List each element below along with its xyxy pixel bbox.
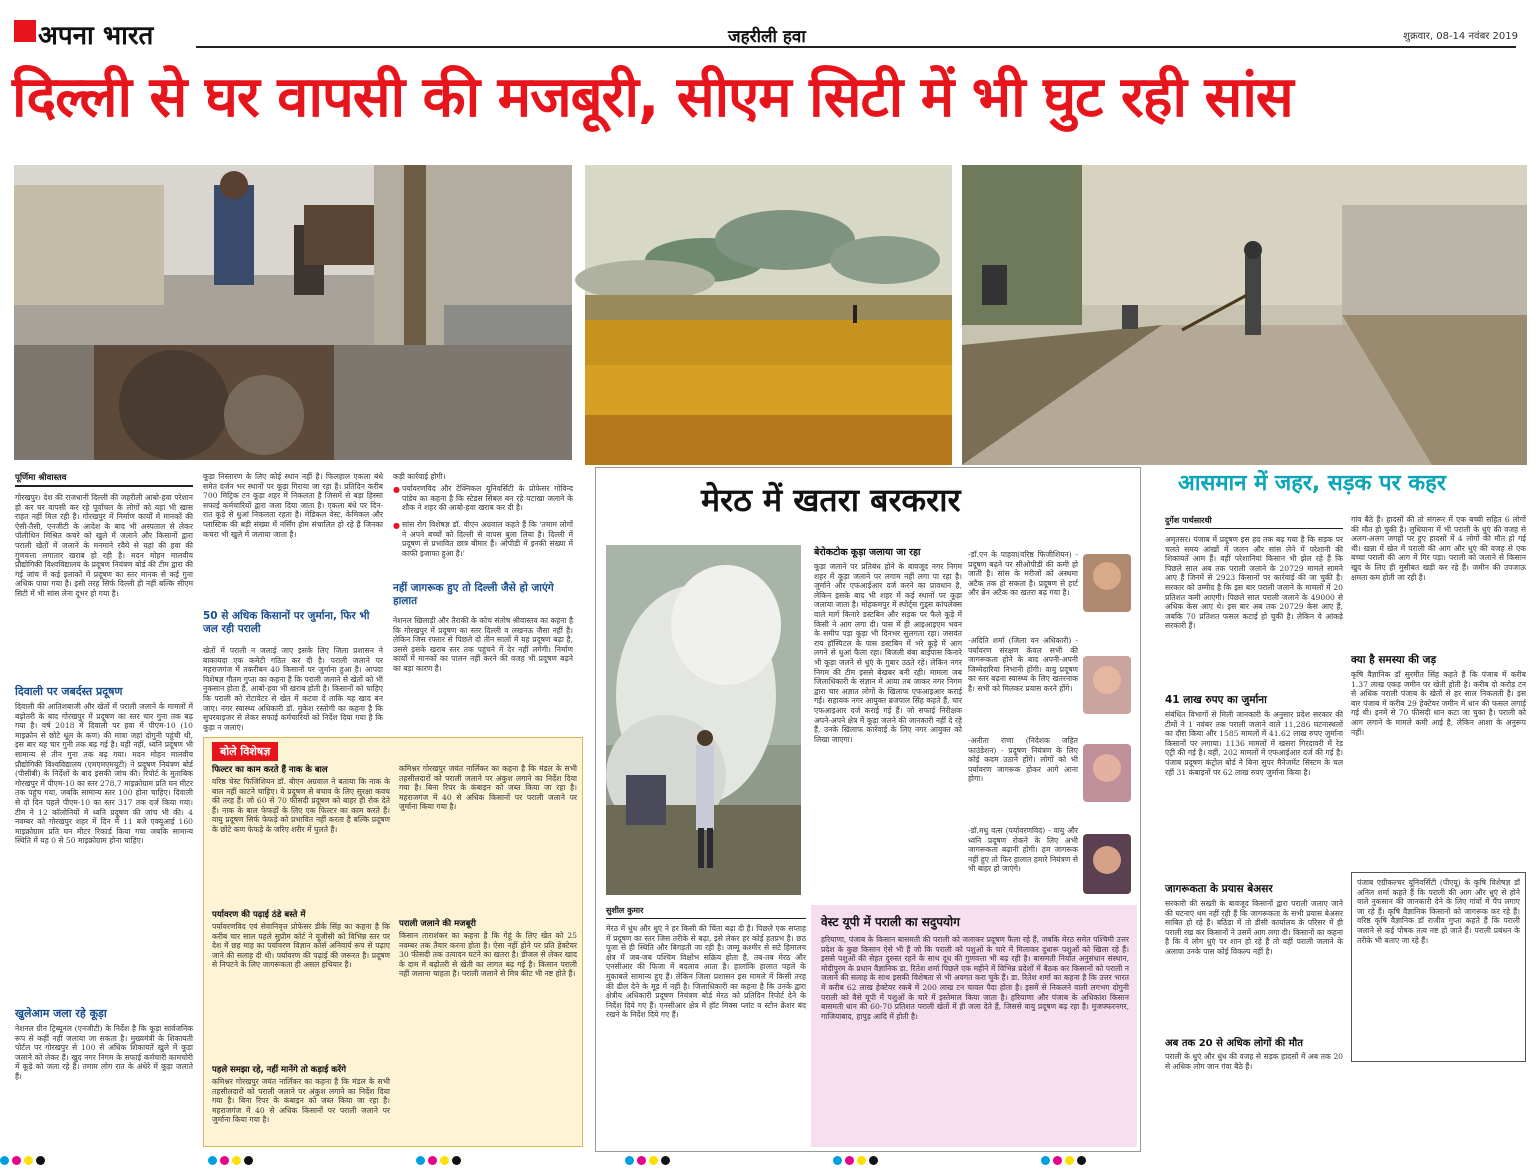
masthead-rule (196, 46, 1516, 48)
expert-quote: -अदिति शर्मा (जिला वन अधिकारी) - पर्यावरण संरक्षण केवल सभी की जागरूकता होने के बाद अपनी-अपनी जिम्मेदारियां निभानी होंगी। वायु प्रदूषण का स्तर बढ़ना स्वास्थ्य के लिए खतरनाक है। सभी को मिलकर प्रयास करने होंगे। (968, 636, 1078, 693)
expert-paragraph: कमिश्नर गोरखपुर जयंत नार्लिकर का कहना है कि मंडल के सभी तहसीलदारों को पराली जलाने पर अंकुश लगाने का निर्देश दिया गया है। बिना रिपर के कंबाइन को जब्त किया जा रहा है। महराजगंज में 40 से अधिक किसानों पर पराली जलाने पर जुर्माना किया गया है। (399, 764, 577, 812)
expert-entry (968, 826, 1133, 910)
expert-paragraph: कमिश्नर गोरखपुर जयंत नार्लिकर का कहना है कि मंडल के सभी तहसीलदारों को पराली जलाने पर अंकुश लगाने का निर्देश दिया गया है। बिना रिपर के कंबाइन को जब्त किया जा रहा है। महराजगंज में 40 से अधिक किसानों पर पराली जलाने पर जुर्माना किया गया है। (212, 1077, 390, 1125)
subheading: अब तक 20 से अधिक लोगों की मौत (1165, 1038, 1303, 1049)
story-paragraph: कड़ी कार्रवाई होगी। (393, 472, 446, 481)
story-paragraph: पराली के धुएं और धुंध की वजह से सड़क हादसों में अब तक 20 से अधिक लोग जान गंवा बैठे हैं। (1165, 1052, 1343, 1071)
expert-quote: -अनीता राणा (निदेशक जहित फाउंडेशन) - प्रदूषण नियंत्रण के लिए कोई कदम उठाने होंगे। लोगों को भी पर्यावरण जागरूक होकर आगे आना होगा। (968, 736, 1078, 784)
story-paragraph: नेशनल ग्रीन ट्रिब्यूनल (एनजीटी) के निर्देश है कि कूड़ा सार्वजनिक रूप से कहीं नहीं जलाया जा सकता है। मुख्यमंत्री के शिकायती पोर्टल पर गोरखपुर से 100 से अधिक शिकायतें खुले में कूड़ा जलाने को लेकर हैं। खुद नगर निगम के सफाई कर्मचारी कामचोरी में कूड़े को जला रहे हैं। तमाम लोग रात के अंधेरे में कूड़ा जलाते हैं। (15, 1024, 193, 1081)
subheading: नहीं जागरूक हुए तो दिल्ली जैसे हो जाएंगे हालात (393, 582, 554, 607)
expert-entry (968, 636, 1133, 728)
expert-quote: -डॉ.एन के पाहवा(वरिष्ठ फिजीशियन) - प्रदूषण बढ़ने पर सीओपीडी की कमी हो जाती है। सांस के मरीजों को अस्थमा अटैक तक हो सकता है। प्रदूषण से हार्ट और ब्रेन अटैक का खतरा बढ़ गया है। (968, 550, 1078, 598)
story-paragraph: संबंधित विभागों से मिली जानकारी के अनुसार प्रदेश सरकार की टीमों ने 1 नवंबर तक पराली जलाने वाले 11,286 घटनास्थलों का दौरा किया और 1585 मामलों में 41.62 लाख रुपए जुर्माना किसानों पर लगाया। 1136 मामलों में खसरा गिरदावरी में रेड एंट्री की गई है। वहीं, 202 मामलों में एफआईआर दर्ज की गई है। पंजाब प्रदूषण कंट्रोल बोर्ड ने बिना सुपर मैनेजमेंट सिस्टम के चल रहीं 31 कंबाइनों पर 62 लाख रुपए जुर्माना किया है। (1165, 710, 1343, 777)
westup-box (811, 905, 1137, 1147)
story-paragraph: कूड़ा जलाने पर प्रतिबंध होने के बावजूद नगर निगम शहर में कूड़ा जलाने पर लगाम नहीं लगा पा रहा है। जुर्माने और एफआईआर दर्ज करने का प्रावधान है, लेकिन इसके बाद भी शहर में कई स्थानों पर कूड़ा जलाया जाता है। मोहकमपुर में स्पोर्ट्स गुड्स कांपलेक्स वाले मार्ग किनारे डस्टबिन और सड़क पर फैले कूड़े में किसी ने आग लगा दी। पास में ही आइआइएम भवन के समीप पड़ा कूड़ा भी दिनभर सुलगता रहा। जसवंत राय हॉस्पिटल के पास डस्टबिन में भरे कूड़े में आग लगने से धुआं फैला रहा। बिजली बंबा बाईपास किनारे भी कूड़ा जलने से धुएं के गुबार उठते रहे। लेकिन नगर निगम की टीम इससे बेखबर बनी रही। मामला जब जिलाधिकारी के संज्ञान में आया तब जाकर नगर निगम द्वारा चार अज्ञात लोगों के खिलाफ एफआइआर कराई गई। सहायक नगर आयुक्त ब्रजपाल सिंह कहते हैं, चार एफआइआर दर्ज कराई गई हैं। जो सफाई निरीक्षक अपने-अपने क्षेत्र में कूड़ा जलने की जानकारी नहीं दे रहे हैं, उनके खिलाफ कार्रवाई के लिए नगर आयुक्त को लिखा जाएगा। (814, 562, 962, 744)
subheading: क्या है समस्या की जड़ (1351, 654, 1437, 666)
photo-smoke-burning (606, 545, 801, 895)
expert-paragraph: पर्यावरणविद एवं सेवानिवृत्त प्रोफेसर डीके सिंह का कहना है कि करीब चार साल पहले सुप्रीम कोर्ट ने यूजीसी को विभिन्न स्तर पर देश में छह माह का पर्यावरण विज्ञान कोर्स अनिवार्य रूप से पढ़ाए जाने की सलाह दी थी। पर्यावरण की पढ़ाई की जरूरत है। प्रदूषण से निपटने के लिए जागरूकता ही असल हथियार है। (212, 922, 390, 970)
third-story (393, 472, 573, 722)
photo-stubble-field (585, 165, 952, 465)
meerut-experts-col (968, 550, 1133, 910)
story-paragraph: मेरठ में धुंध और धुएं ने हर किसी की चिंता बढ़ा दी है। पिछले एक सप्ताह में प्रदूषण का स्तर जिस तरीके से बढ़ा, इसे लेकर हर कोई हतप्रभ है। छठ पूजा से ही स्थिति और बिगड़ती जा रही है। जम्मू कश्मीर से सटे हिमालय क्षेत्र में जब-जब पश्चिम विक्षोभ सक्रिय होता है, तब-तब मेरठ और एनसीआर की फिजा में बदलाव आता है। हालांकि हालात पहले के मुकाबले सामान्य हुए हैं। लेकिन जिला प्रशासन इस मामले में किसी तरह की ढील देने के मूड में नहीं है। जिलाधिकारी का कहना है कि उनके द्वारा क्षेत्रीय अधिकारी प्रदूषण नियंत्रण बोर्ड मेरठ को प्रतिदिन रिपोर्ट देने के निर्देश दिये गए हैं। एनसीआर क्षेत्र में हॉट मिक्स प्लांट व स्टोन क्रेशर बंद रखने के निर्देश दिये गए हैं। (606, 924, 806, 1020)
punjab-right-col (1351, 515, 1526, 1152)
westup-body: हरियाणा, पंजाब के किसान बासमती की पराली को जलाकर प्रदूषण फैला रहे हैं, जबकि मेरठ समेत पश्चिमी उत्तर प्रदेश के कुछ किसान ऐसे भी हैं जो कि पराली को पशुओं के चारे में मिलाकर दुधारू पशुओं को खिला रहे हैं। इससे पशुओं की सेहत दुरुस्त रहने के साथ दूध की गुणवत्ता भी बढ़ रही है। बासमती निर्यात अनुसंधान संस्थान, मोदीपुरम के प्रधान वैज्ञानिक डा. रितेश शर्मा पिछले एक महीने में विभिन्न प्रदेशों में बैठक कर किसानों को पराली न जलाने की सलाह के साथ इसकी विशेषता से भी अवगत करा चुके हैं। डा. रितेश शर्मा का कहना है कि उत्तर भारत में करीब 62 लाख हेक्टेयर रकबे में 200 लाख टन चावल पैदा होता है। इसमें से निकलने वाली लगभग दोगुनी पराली को वैसे यूपी में पशुओं के चारे में इस्तेमाल किया जाता है। हरियाणा और पंजाब के अधिकांश किसान बासमती धान की 60-70 प्रतिशत पराली खेतों में ही जला देते हैं, जिससे वायु प्रदूषण बढ़ रहा है। मुजफ्फरनगर, गाजियाबाद, हापुड़ आदि में होती है। (821, 935, 1129, 1021)
westup-title: वेस्ट यूपी में पराली का सदुपयोग (821, 915, 960, 929)
story-paragraph: कृषि वैज्ञानिक डॉ सुरमीत सिंह कहते हैं कि पंजाब में करीब 1.37 लाख एकड़ जमीन पर खेती होती है। करीब दो करोड़ टन से अधिक पराली पंजाब के खेतों से हर साल निकलती है। इस बार पंजाब में करीब 29 हेक्टेयर जमीन में धान की फसल लगाई गई थी। इनमें से 70 फीसदी धान कटा जा चुका है। पराली को आग लगाने के मामले कमी आई है, लेकिन आशा के अनुरूप नहीं। (1351, 670, 1526, 737)
print-color-bar (0, 1150, 1535, 1164)
punjab-left-col (1165, 515, 1343, 1152)
photo-dusty-road (962, 165, 1527, 465)
story-paragraph: खेतों में पराली न जलाई जाए इसके लिए जिला प्रशासन ने बाकायदा एक कमेटी गठित कर दी है। पराली जलाने पर महराजगंज में तकरीबन 40 किसानों पर जुर्माना हुआ है। आपदा विशेषज्ञ गौतम गुप्ता का कहना है कि पराली जलाने से खेतों को भी नुकसान होता है, आबो-हवा भी खराब होती है। किसानों को चाहिए कि पराली को रोटावेटर से खेत में कटवा दें ताकि यह खाद बन जाए। नगर स्वास्थ्य अधिकारी डॉ. मुकेश रस्तोगी का कहना है कि सुपरवाइजर से लेकर सफाई कर्मचारियों को निर्देश दिया गया है कि कूड़ा न जलाएं। (203, 646, 383, 732)
subheading: जागरूकता के प्रयास बेअसर (1165, 883, 1273, 895)
story-paragraph: दिवाली की आतिशबाजी और खेतों में पराली जलाने के मामलों में बढ़ोतरी के बाद गोरखपुर में प्रदूषण का स्तर चार गुना तक बढ़ गया है। वर्ष 2018 में दिवाली पर हवा में पीएम-10 (10 माइक्रोन से छोटे धूल के कण) की मात्रा जहां दोगुनी पहुंची थी, इस बार यह चार गुनी तक बढ़ गई है। यही नहीं, ध्वनि प्रदूषण भी सामान्य से तीन गुना तक बढ़ गया। मदन मोहन मालवीय प्रौद्योगिकी विश्वविद्यालय (एमएमएमयूटी) ने प्रदूषण नियंत्रण बोर्ड (पीसीबी) के निर्देशों के बाद इसकी जांच की। रिपोर्ट के मुताबिक गोरखपुर में पीएम-10 का स्तर 278.7 माइक्रोग्राम प्रति घन मीटर तक पहुंच गया, जबकि सामान्य स्तर 100 होना चाहिए। दिवाली से दो दिन पहले पीएम-10 का स्तर 317 तक दर्ज किया गया। टीम ने 12 कॉलोनियों में ध्वनि प्रदूषण की जांच भी की। 4 नवम्बर को गोरखपुर शहर में दिन में 11 बजे एक्यूआई 160 माइक्रोग्राम प्रति घन मीटर रिकार्ड किया गया जबकि सामान्य स्थिति में यह 0 से 50 माइक्रोग्राम होना चाहिए। (15, 702, 194, 846)
experts-box (203, 737, 583, 1147)
experts-right-col (399, 764, 577, 1144)
punjab-title: आसमान में जहर, सड़क पर कहर (1178, 471, 1446, 496)
meerut-section (595, 467, 1141, 1152)
meerut-second-col (606, 905, 806, 1145)
byline: सुशील कुमार (606, 905, 806, 919)
story-paragraph: सरकारी की सख्ती के बावजूद किसानों द्वारा पराली जलाए जाने की घटनाएं थम नहीं रही हैं कि जागरूकता के सभी प्रयास बेअसर साबित हो रहे हैं। बठिंडा में तो डीसी कार्यालय के परिसर में ही पराली रख कर किसानों ने उसमें आग लगा दी। किसानों का कहना है कि वे लोग धुएं पर शान हो रहे हैं तो वहीं पराली जलाने के अलावा उनके पास कोई विकल्प नहीं है। (1165, 899, 1343, 956)
subheading: 50 से अधिक किसानों पर जुर्माना, फिर भी जल रही पराली (203, 610, 370, 635)
byline: पूर्णिमा श्रीवास्तव (15, 472, 193, 487)
expert-paragraph: वरिष्ठ चेस्ट फिजिशियन डॉ. बीएन अग्रवाल ने बताया कि नाक के बाल नहीं काटने चाहिए। ये प्रदूषण से बचाव के लिए सुरक्षा कवच की तरह हैं। जो 60 से 70 फीसदी प्रदूषण को बाहर ही रोक देते हैं। नाक के बाल फेफड़ों के लिए एक फिल्टर का काम करते हैं। वायु प्रदूषण सिर्फ फेफड़े को प्रभावित नहीं करता है बल्कि प्रदूषण के छोटे कण फेफड़े के जरिए शरीर में घुलते हैं। (212, 777, 390, 834)
story-paragraph: कूड़ा निस्तारण के लिए कोई स्थान नहीं है। फिलहाल एकला बंधे समेत दर्जन भर स्थानों पर कूड़ा गिराया जा रहा है। प्रतिदिन करीब 700 मिट्रिक टन कूड़ा शहर में निकलता है जिसमें से बड़ा हिस्सा सफाई कर्मचारियों द्वारा जला दिया जाता है। एकला बंधे पर दिन-रात कूड़े से धुआं निकलता रहता है। मेडिकल वेस्ट, केमिकल और प्लास्टिक की बड़ी संख्या में नर्सिंग होम संचालित हो रहे हैं जिनका कचरा भी खुले में जलाया जाता है। (203, 472, 383, 539)
expert-photo (1083, 834, 1131, 894)
masthead (8, 16, 1528, 54)
expert-photo (1083, 554, 1131, 612)
byline: दुर्गेश पार्थसारथी (1165, 515, 1343, 529)
expert-photo (1083, 744, 1131, 802)
meerut-title: मेरठ में खतरा बरकरार (701, 481, 961, 519)
bullet-item: ● पर्यावरणविद और टेक्निकल यूनिवर्सिटी के प्रोफेसर गोविन्द पांडेय का कहना है कि स्टेडस सिंबल बन रहे पटाखा जलाने के शौक ने शहर की आबो-हवा खराब कर दी है। (393, 484, 573, 513)
experts-box-title: बोले विशेषज्ञ (212, 742, 278, 761)
subheading: दिवाली पर जबर्दस्त प्रदूषण (15, 685, 123, 698)
subheading: बेरोकटोक कूड़ा जलाया जा रहा (814, 547, 921, 558)
story-paragraph: नेशनल खिलाड़ी और तैराकी के कोच संतोष श्रीवास्तव का कहना है कि गोरखपुर में प्रदूषण का स्तर दिल्ली व लखनऊ जैसा नहीं है। लेकिन जिस रफ्तार से पिछले दो तीन सालों में यह प्रदूषण बढ़ा है, उससे इसके खराब स्तर तक पहुंचने में देर नहीं लगेगी। निर्माण कार्यों में मानकों का पालन नहीं करने की वजह भी प्रदूषण बढ़ने का बड़ा कारण है। (393, 616, 573, 673)
section-label: जहरीली हवा (728, 27, 806, 47)
expert-quote: -डॉ.मधु वत्स (पर्यावरणविद) - वायु और ध्वनि प्रदूषण रोकने के लिए अभी जागरूकता बढ़ानी होगी। हम जागरूक नहीं हुए तो फिर हालात हमारे नियंत्रण से भी बाहर हो जाएंगे। (968, 826, 1078, 874)
story-paragraph: गांव बैठे हैं। हादसों की तो संगरूर में एक बच्ची सहित 6 लोगों की मौत हो चुकी है। लुधियाना में भी पराली के धुएं की वजह से अलग-अलग जगहों पर हुए हादसों में 4 लोगों की मौत हो गई थी। खन्ना में खेत में पराली की आग और धुएं की वजह से एक बच्चा पराली की आग में गिर पड़ा। पराली को जलाने से किसान खुद के लिए ही मुसीबत खड़ी कर रहे हैं। जमीन की उपजाऊ क्षमता कम होती जा रही है। (1351, 515, 1526, 582)
middle-story (203, 472, 383, 732)
brand-name: अपना भारत (38, 21, 154, 51)
subheading: पहले समझा रहे, नहीं मानेंगे तो कड़ाई करेंगे (212, 1065, 347, 1075)
subheading: पर्यावरण की पढ़ाई ठंडे बस्ते में (212, 910, 306, 920)
subheading: 41 लाख रुपए का जुर्माना (1165, 694, 1267, 706)
subheading: फिल्टर का काम करते हैं नाक के बाल (212, 765, 328, 775)
punjab-section (1153, 467, 1528, 1152)
subheading: पराली जलाने की मजबूरी (399, 919, 476, 929)
meerut-main-col (814, 545, 962, 915)
brand-logo-square (14, 20, 36, 42)
expert-paragraph: किसान ताराशंकर का कहना है कि गेहूं के लिए खेत को 25 नवम्बर तक तैयार करना होता है। ऐसा नहीं होने पर प्रति हेक्टेयर 30 फीसदी तक उत्पादन घटने का खतरा है। डीजल से लेकर खाद के दाम में बढ़ोतरी से खेती का लागत बढ़ गई है। किसान पराली नहीं जलाना चाहता है। पराली जलाने से मित्र कीट भी नष्ट होते हैं। (399, 931, 577, 979)
subheading: खुलेआम जला रहे कूड़ा (15, 1007, 107, 1020)
story-paragraph: गोरखपुर। देश की राजधानी दिल्ली की जहरीली आबो-हवा परेशान हो कर घर वापसी कर रहे पूर्वांचल के लोगों को यहां भी खास राहत नहीं मिल रही है। गोरखपुर में निर्माण कार्यों में मानकों की ऐसी-तैसी, एनजीटी के आदेश के बाद भी अस्पताल से लेकर पॉलीथिन मिश्रित कचरे को खुले में जलाने और किसानों द्वारा पराली खेतों में जलाने के मनमाने रवैये से यहां की हवा की गुणवत्ता लगातार खराब हो रही है। मदन मोहन मालवीय प्रौद्योगिकी विश्वविद्यालय के प्रदूषण नियंत्रण बोर्ड की टीम द्वारा की गई जांच में कई इलाकों में प्रदूषण का स्तर मानक से कई गुना अधिक पाया गया है। इसी तरह सिर्फ दिल्ली ही नहीं बल्कि सीएम सिटी में भी सांस लेना दूभर हो गया है। (15, 493, 193, 598)
experts-left-col (212, 764, 390, 1144)
expert-note-box: पंजाब एग्रीकल्चर यूनिवर्सिटी (पीएयू) के कृषि विशेषज्ञ डॉ अनिल शर्मा कहते हैं कि पराली की आग और धुएं से होने वाले नुकसान की जानकारी देने के लिए गांवों में पैंप लगाए जा रहे हैं। कृषि वैज्ञानिक किसानों को जागरूक कर रहे हैं। वरिष्ठ कृषि वैज्ञानिक डॉ राजीव गुप्ता कहते हैं कि पराली जलाने से कई पोषक तत्व नष्ट हो जाते हैं। पराली प्रबंधन के तरीके भी बताए जा रहे हैं। (1351, 872, 1526, 1062)
bullet-item: ● सांस रोग विशेषज्ञ डॉ. वीएन अग्रवाल कहते हैं कि 'तमाम लोगों ने अपने बच्चों को दिल्ली से वापस बुला लिया है। दिल्ली में प्रदूषण से प्रभावित छात्र बीमार हैं। ओपीडी में इनकी संख्या में काफी इजाफा हुआ है।' (393, 520, 573, 558)
photo-garbage-burning (14, 165, 572, 460)
expert-entry (968, 736, 1133, 818)
left-story (15, 472, 193, 1144)
issue-date: शुक्रवार, 08-14 नवंबर 2019 (1403, 31, 1518, 42)
story-paragraph: अमृतसर। पंजाब में प्रदूषण इस हद तक बढ़ गया है कि सड़क पर चलते समय आंखों में जलन और सांस लेने में परेशानी की शिकायतें आम हैं। वहीं परेशानियां किसान भी झेल रहे हैं कि पिछले साल अब तक पराली जलाने के 20729 मामले सामने आए हैं जिनमें से 2923 किसानों पर कार्रवाई की जा चुकी है। सरकार को उम्मीद है कि इस बार पराली जलाने के मामलों में 20 प्रतिशत कमी आएगी। पिछले साल पराली जलाने के 49000 से अधिक केस आए थे। इस बार अब तक 20729 केस आए हैं, जबकि 70 प्रतिशत फसल कटाई हो चुकी है। लेकिन ये आंकड़े सरकारी हैं। (1165, 535, 1343, 631)
expert-entry (968, 550, 1133, 628)
main-headline: दिल्ली से घर वापसी की मजबूरी, सीएम सिटी में भी घुट रही सांस (12, 65, 1293, 130)
expert-photo (1083, 656, 1131, 714)
